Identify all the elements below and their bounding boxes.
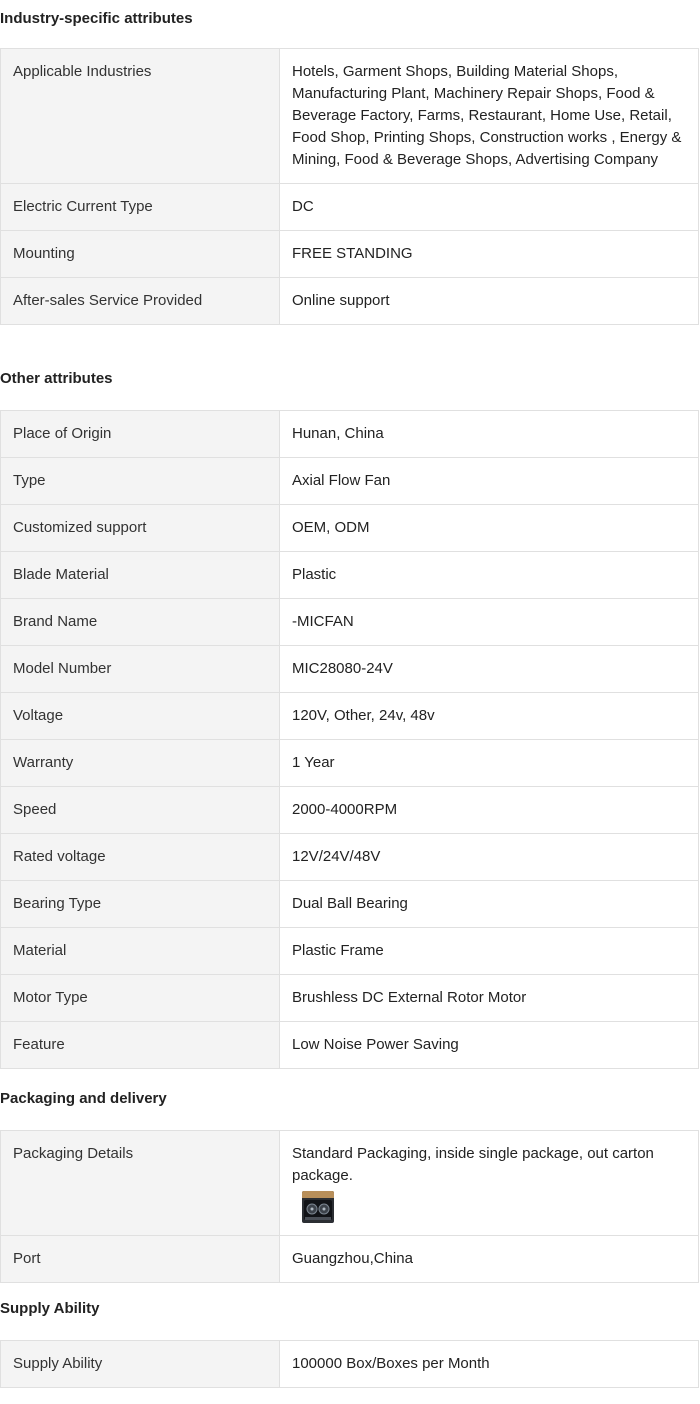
attr-key: Blade Material [1, 552, 280, 599]
attr-value: Guangzhou,China [280, 1236, 699, 1283]
attr-value: Axial Flow Fan [280, 458, 699, 505]
attr-value: 1 Year [280, 740, 699, 787]
attr-value: MIC28080-24V [280, 646, 699, 693]
table-row [1, 646, 699, 693]
attr-value: 100000 Box/Boxes per Month [280, 1341, 699, 1388]
attr-value: Low Noise Power Saving [280, 1022, 699, 1069]
table-row [1, 1341, 699, 1388]
attr-value: Hotels, Garment Shops, Building Material Shops, Manufacturing Plant, Machinery Repair Shops, Food & Beverage Factory, Farms, Restaurant, Home Use, Retail, Food Shop, Printing Shops, Construction works , Energy & Mining, Food & Beverage Shops, Advertising Company [280, 49, 699, 184]
attr-value: DC [280, 184, 699, 231]
attr-key: Port [1, 1236, 280, 1283]
attr-value: Dual Ball Bearing [280, 881, 699, 928]
supply-table [0, 1340, 699, 1388]
table-row [1, 1236, 699, 1283]
table-row [1, 834, 699, 881]
attr-key: Bearing Type [1, 881, 280, 928]
attr-key: Supply Ability [1, 1341, 280, 1388]
attr-key: After-sales Service Provided [1, 278, 280, 325]
attr-key: Material [1, 928, 280, 975]
table-row [1, 928, 699, 975]
other-attributes-table [0, 410, 699, 1069]
attr-key: Model Number [1, 646, 280, 693]
attr-key: Electric Current Type [1, 184, 280, 231]
table-row [1, 505, 699, 552]
attr-key: Type [1, 458, 280, 505]
table-row [1, 975, 699, 1022]
packaging-thumbnail-image[interactable] [302, 1191, 334, 1223]
table-row [1, 552, 699, 599]
attr-key: Applicable Industries [1, 49, 280, 184]
attr-value: 2000-4000RPM [280, 787, 699, 834]
packaging-table [0, 1130, 699, 1283]
attr-value: -MICFAN [280, 599, 699, 646]
attr-key: Speed [1, 787, 280, 834]
table-row [1, 1131, 699, 1236]
attr-value: Brushless DC External Rotor Motor [280, 975, 699, 1022]
table-row [1, 740, 699, 787]
table-row [1, 599, 699, 646]
table-row [1, 881, 699, 928]
attr-value: OEM, ODM [280, 505, 699, 552]
table-row [1, 278, 699, 325]
table-row [1, 411, 699, 458]
attr-key: Motor Type [1, 975, 280, 1022]
attr-value: 12V/24V/48V [280, 834, 699, 881]
table-row [1, 693, 699, 740]
section-title-supply-ability: Supply Ability [0, 1300, 100, 1317]
attr-value: Hunan, China [280, 411, 699, 458]
table-row [1, 787, 699, 834]
attr-value: Plastic Frame [280, 928, 699, 975]
attr-value: Standard Packaging, inside single package, out carton package. [292, 1145, 654, 1184]
table-row [1, 184, 699, 231]
section-title-packaging-delivery: Packaging and delivery [0, 1090, 167, 1107]
industry-attributes-table [0, 48, 699, 325]
attr-key: Rated voltage [1, 834, 280, 881]
attr-value: FREE STANDING [280, 231, 699, 278]
attr-key: Warranty [1, 740, 280, 787]
attr-key: Mounting [1, 231, 280, 278]
table-row [1, 231, 699, 278]
attr-key: Customized support [1, 505, 280, 552]
attr-key: Brand Name [1, 599, 280, 646]
attr-value: 120V, Other, 24v, 48v [280, 693, 699, 740]
attr-key: Voltage [1, 693, 280, 740]
attr-key: Feature [1, 1022, 280, 1069]
table-row [1, 1022, 699, 1069]
attr-value: Plastic [280, 552, 699, 599]
section-title-other-attributes: Other attributes [0, 370, 113, 387]
table-row [1, 49, 699, 184]
attr-key: Place of Origin [1, 411, 280, 458]
attr-key: Packaging Details [1, 1131, 280, 1236]
attr-value: Online support [280, 278, 699, 325]
section-title-industry-attributes: Industry-specific attributes [0, 10, 193, 27]
attr-value-cell [280, 1131, 699, 1236]
table-row [1, 458, 699, 505]
